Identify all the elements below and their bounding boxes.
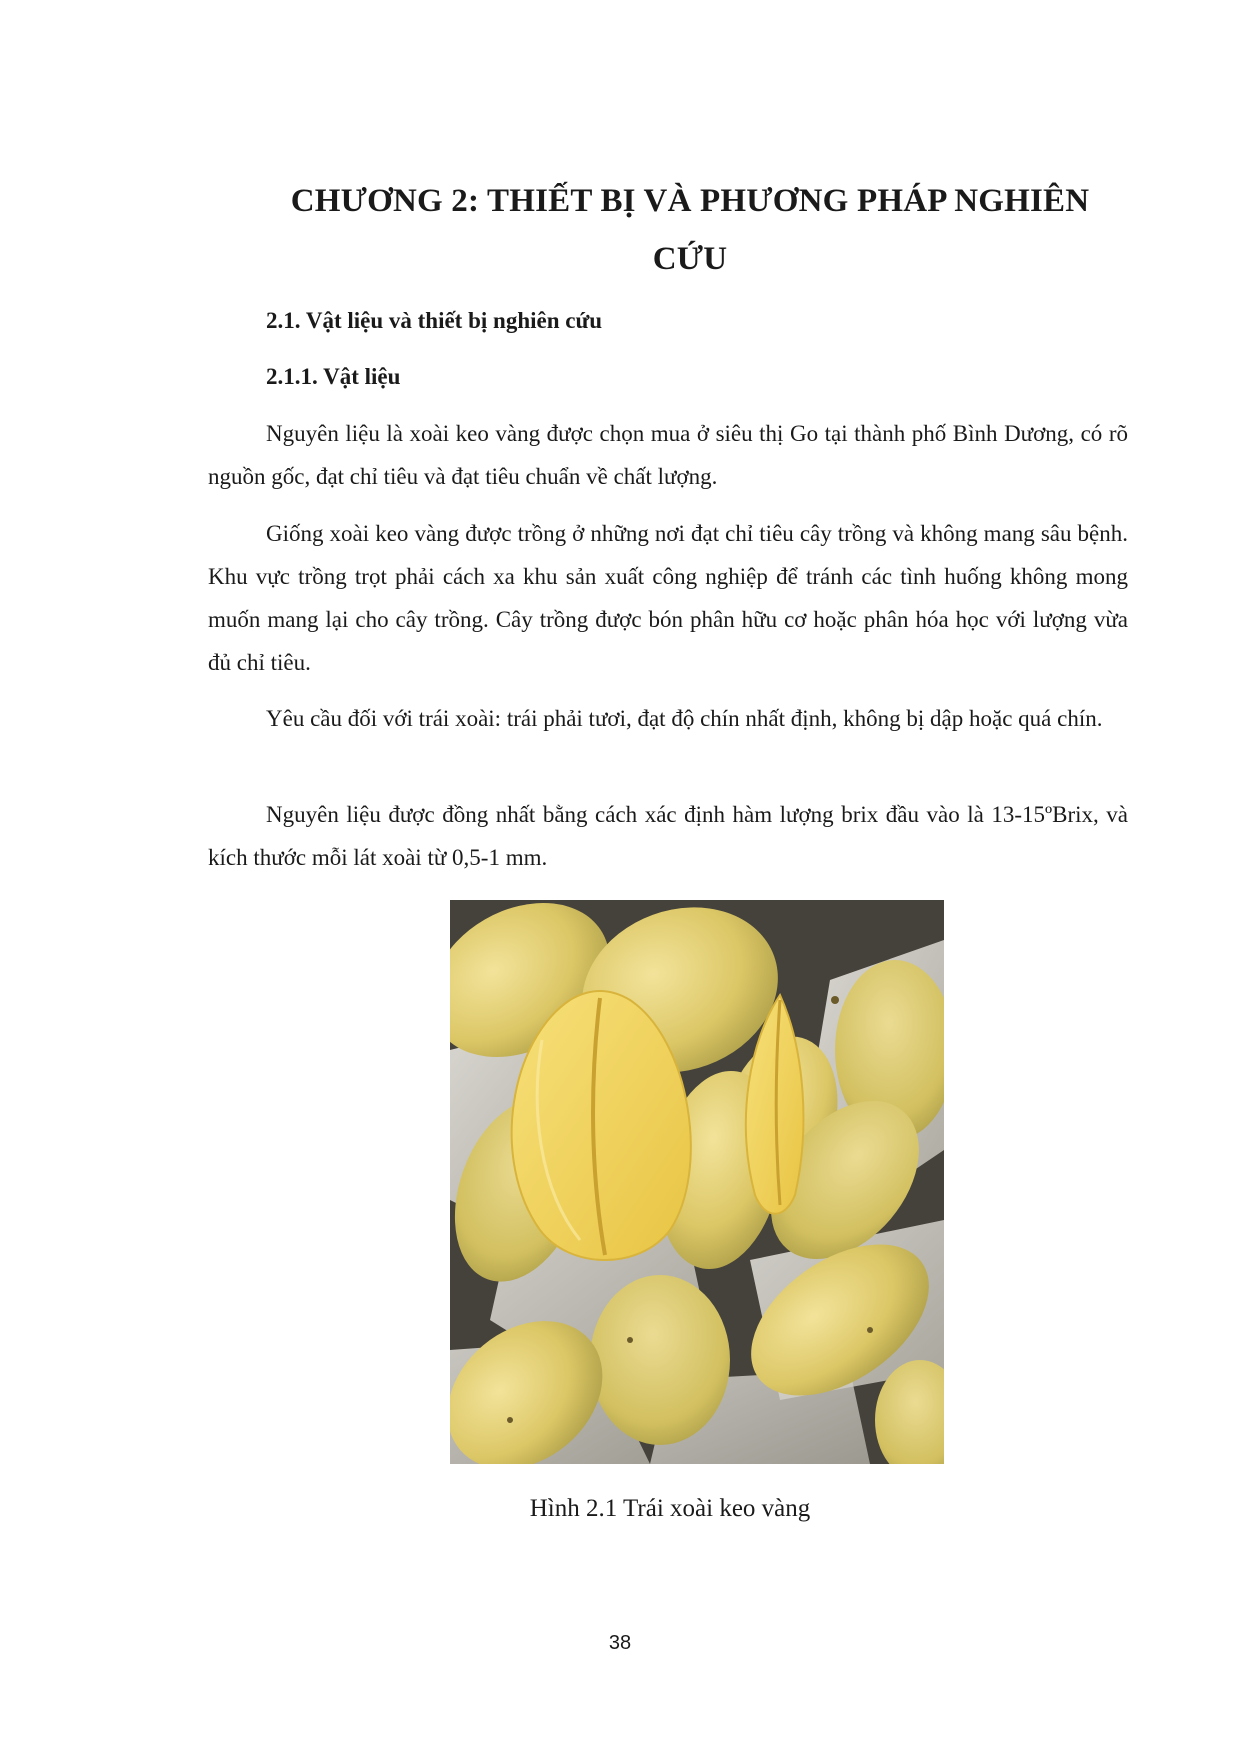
mango-illustration (450, 900, 944, 1464)
section-heading: 2.1. Vật liệu và thiết bị nghiên cứu (266, 308, 603, 333)
subsection-heading: 2.1.1. Vật liệu (266, 364, 401, 389)
paragraph-4: Nguyên liệu được đồng nhất bằng cách xác định hàm lượng brix đầu vào là 13-15ºBrix, và kích thước mỗi lát xoài từ 0,5-1 mm. (208, 802, 1128, 870)
page-number: 38 (608, 1632, 632, 1654)
paragraph-2: Giống xoài keo vàng được trồng ở những nơi đạt chỉ tiêu cây trồng và không mang sâu bệnh. Khu vực trồng trọt phải cách xa khu sản xuất công nghiệp để tránh các tình huống không mong muốn mang lại cho cây trồng. Cây trồng được bón phân hữu cơ hoặc phân hóa học với lượng vừa đủ chỉ tiêu. (208, 521, 1128, 675)
chapter-title-line-1: CHƯƠNG 2: THIẾT BỊ VÀ PHƯƠNG PHÁP NGHIÊN (290, 183, 1090, 219)
figure-caption: Hình 2.1 Trái xoài keo vàng (529, 1495, 811, 1522)
chapter-title-line-2: CỨU (652, 241, 728, 277)
paragraph-1: Nguyên liệu là xoài keo vàng được chọn mua ở siêu thị Go tại thành phố Bình Dương, có rõ nguồn gốc, đạt chỉ tiêu và đạt tiêu chuẩn về chất lượng. (208, 421, 1128, 489)
mango-photo (450, 900, 944, 1464)
paragraph-3: Yêu cầu đối với trái xoài: trái phải tươi, đạt độ chín nhất định, không bị dập hoặc quá chín. (266, 706, 1103, 731)
chapter-title (250, 172, 1130, 288)
